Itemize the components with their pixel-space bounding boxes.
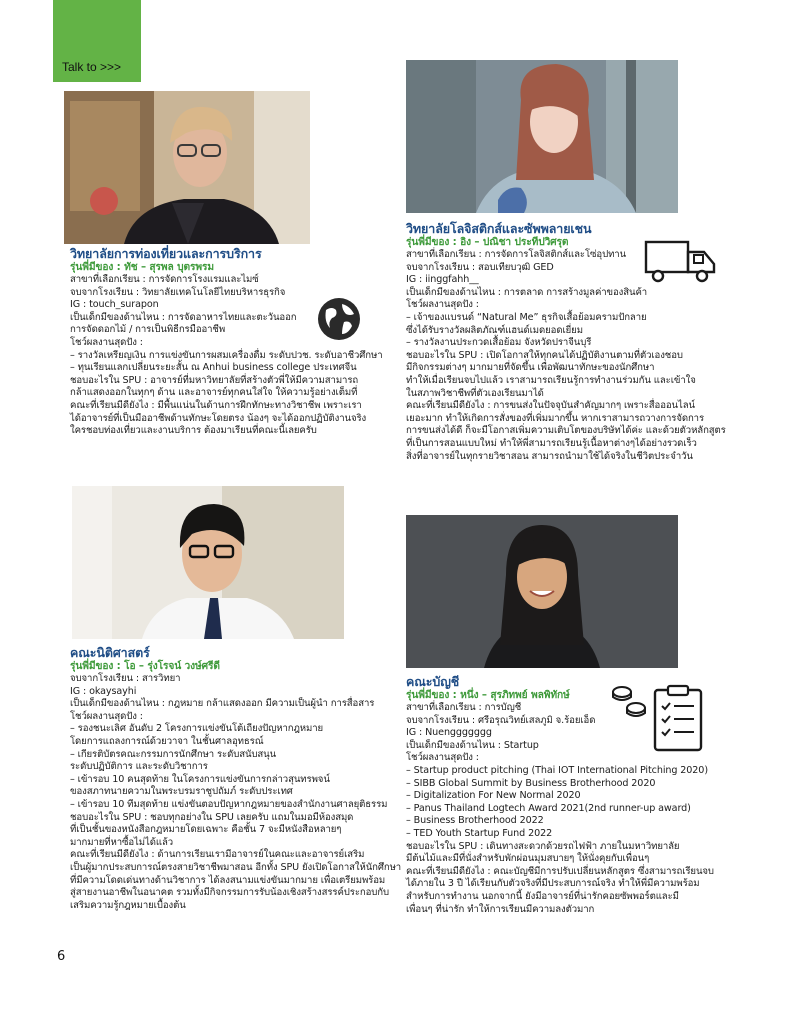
text-line: – TED Youth Startup Fund 2022 [406,827,553,839]
text-line: ที่มีความโดดเด่นทางด้านวิชาการ ได้ลงสนามแข่งขันมากมาย เพื่อเตรียมพร้อม [70,874,386,886]
text-line: ของสภาทนายความในพระบรมราชูปถัมภ์ ระดับประเทศ [70,786,293,798]
text-line: ชอบอะไรใน SPU : เปิดโอกาสให้ทุกคนได้ปฏิบัติงานตามที่ตัวเองชอบ [406,349,683,361]
text-line: – เจ้าของแบรนด์ “Natural Me” ธุรกิจเสื้อย้อมครามปักลาย [406,311,647,323]
photo-accounting-student [406,515,678,668]
text-line: – รางวัลงานประกวดเสื้อย้อม จังหวัดปราจีนบุรี [406,337,592,349]
section-subtitle: รุ่นพี่มีของ : โอ – รุ่งโรจน์ วงษ์ศรีดี [70,661,220,672]
text-line: คณะที่เรียนมีดียังไง : การขนส่งในปัจจุบันสำคัญมากๆ เพราะสื่อออนไลน์ [406,400,695,412]
text-line: ได้อาจารย์ที่เป็นมืออาชีพด้านทักษะโดยตรง น้องๆ จะได้ออกปฏิบัติงานจริง [70,412,367,424]
text-line: โชว์ผลงานสุดปัง : [70,336,143,348]
text-line: – รางวัลเหรียญเงิน การแข่งขันการผสมเครื่องดื่ม ระดับปวช. ระดับอาชีวศึกษา [70,349,383,361]
photo-tourism-student [64,91,310,244]
text-line: โชว์ผลงานสุดปัง : [406,752,479,764]
text-line: ชอบอะไรใน SPU : อาจารย์ที่มหาวิทยาลัยที่สร้างตัวพี่ให้มีความสามารถ [70,374,359,386]
section-title: คณะนิติศาสตร์ [70,645,150,660]
text-line: – ทุนเรียนแลกเปลี่ยนระยะสั้น ณ Anhui business college ประเทศจีน [70,362,357,374]
text-line: เป็นเด็กมีของด้านไหน : กฎหมาย กล้าแสดงออก มีความเป็นผู้นำ การสื่อสาร [70,698,375,710]
text-line: – Panus Thailand Logtech Award 2021(2nd runner-up award) [406,802,691,814]
text-line: ใครชอบท่องเที่ยวและงานบริการ ต้องมาเรียนที่คณะนี้เลยครับ [70,425,317,437]
text-line: สาขาที่เลือกเรียน : การจัดการโรงแรมและไมซ์ [70,274,259,285]
text-line: จบจากโรงเรียน : ศรีอรุณวิทย์เสลภูมิ จ.ร้อยเอ็ด [406,714,596,726]
text-line: สิ่งที่อาจารย์ในทุกรายวิชาสอน สามารถนำมาใช้ได้จริงในชีวิตประจำวัน [406,450,693,462]
text-line: เยอะมาก ทำให้เกิดการสั่งของที่เพิ่มมากขึ้น หากเราสามารถวางการจัดการ [406,412,705,424]
text-line: ทำให้เมื่อเรียนจบไปแล้ว เราสามารถเรียนรู้การทำงานร่วมกัน และเข้าใจ [406,374,696,386]
text-line: ที่เป็นชั้นของหนังสือกฎหมายโดยเฉพาะ คือชั้น 7 จะมีหนังสือหลายๆ [70,824,342,836]
page-number: 6 [57,949,66,964]
text-line: IG : iinggfahh__ [406,274,479,286]
section-subtitle: รุ่นพี่มีของ : ทัช – สุรพล บุตรพรม [70,262,214,273]
text-line: คณะที่เรียนมีดียังไง : ด้านการเรียนเรามีอาจารย์ในคณะและอาจารย์เสริม [70,849,365,861]
text-line: ชอบอะไรใน SPU : เดินทางสะดวกด้วยรถไฟฟ้า ภายในมหาวิทยาลัย [406,840,680,852]
text-line: สาขาที่เลือกเรียน : การจัดการโลจิสติกส์และโซ่อุปทาน [406,249,627,260]
text-line: IG : touch_surapon [70,299,159,311]
text-line: โชว์ผลงานสุดปัง : [406,299,479,311]
text-line: – รองชนะเลิศ อันดับ 2 โครงการแข่งขันโต้เถียงปัญหากฎหมาย [70,723,324,735]
text-line: – Business Brotherhood 2022 [406,815,544,827]
text-line: ซึ่งได้รับรางวัลผลิตภัณฑ์แฮนด์เมดยอดเยี่ยม [406,324,583,336]
text-line: – SIBB Global Summit by Business Brotherhood 2020 [406,777,656,789]
text-line: ระดับปฏิบัติการ และระดับวิชาการ [70,761,208,773]
section-subtitle: รุ่นพี่มีของ : อิง – ปณิชา ประทีปวิศรุต [406,237,569,248]
photo-logistics-student [406,60,678,213]
section-title: วิทยาลัยโลจิสติกส์และซัพพลายเชน [406,221,592,236]
text-line: เป็นผู้มากประสบการณ์ตรงสายวิชาชีพมาสอน อีกทั้ง SPU ยังเปิดโอกาสให้นักศึกษา [70,861,402,873]
text-line: จบจากโรงเรียน : สารวิทยา [70,673,181,684]
text-line: ชอบอะไรใน SPU : ชอบทุกอย่างใน SPU เลยครับ แถมในมอมีห้องสมุด [70,811,354,823]
text-line: การขนส่งได้ดี ก็จะมีโอกาสเพิ่มความเติบโตของบริษัทได้ค่ะ และด้วยตัวหลักสูตร [406,425,726,437]
text-line: มากมายที่หาซื้อไม่ได้แล้ว [70,836,174,848]
text-line: เป็นเด็กมีของด้านไหน : Startup [406,739,539,751]
text-line: คณะที่เรียนมีดียังไง : คณะบัญชีมีการปรับเปลี่ยนหลักสูตร ซึ่งสามารถเรียนจบ [406,865,714,877]
text-line: โดยการแถลงการณ์ด้วยวาจา ในชั้นศาลอุทธรณ์ [70,735,264,747]
text-line: มีต้นไม้และมีที่นั่งสำหรับพักผ่อนมุมสบายๆ ให้นั่งคุยกับเพื่อนๆ [406,853,650,865]
truck-icon [644,238,718,286]
text-line: – เข้ารอบ 10 คนสุดท้าย ในโครงการแข่งขันการกล่าวสุนทรพจน์ [70,773,330,785]
text-line: เป็นเด็กมีของด้านไหน : การจัดอาหารไทยและตะวันออก [70,311,297,323]
text-line: โชว์ผลงานสุดปัง : [70,710,143,722]
text-line: จบจากโรงเรียน : สอบเทียบวุฒิ GED [406,261,554,273]
text-line: IG : Nuenggggggg [406,727,492,739]
text-line: สาขาที่เลือกเรียน : การบัญชี [406,702,522,713]
coins-icon [608,684,652,724]
section-law [70,645,402,912]
text-line: เพื่อนๆ ที่น่ารัก ทำให้การเรียนมีความลงตัวมาก [406,903,595,915]
text-line: คณะที่เรียนมีดียังไง : มีพื้นแน่นในด้านการฝึกทักษะทางวิชาชีพ เพราะเรา [70,399,362,411]
text-line: เสริมความรู้กฎหมายเบื้องต้น [70,899,186,911]
text-line: IG : okaysayhi [70,685,137,697]
talk-to-tag [53,0,141,82]
text-line: การจัดดอกไม้ / การเป็นพิธีกรมืออาชีพ [70,324,226,336]
checklist-clipboard-icon [652,684,704,752]
section-title: วิทยาลัยการท่องเที่ยวและการบริการ [70,246,262,261]
text-line: ในสภาพวิชาชีพที่ตัวเองเรียนมาได้ [406,387,544,399]
text-line: ที่เป็นการสอนแบบใหม่ ทำให้พี่สามารถเรียนรู้เนื้อหาต่างๆได้อย่างรวดเร็ว [406,437,697,449]
text-line: ได้ภายใน 3 ปี ได้เรียนกับตัวจริงที่มีประสบการณ์จริง ทำให้พี่มีความพร้อม [406,878,700,890]
text-line: จบจากโรงเรียน : วิทยาลัยเทคโนโลยีไทยบริหารธุรกิจ [70,286,286,298]
text-line: กล้าแสดงออกในทุกๆ ด้าน และอาจารย์ทุกคนใส่ใจ ให้ความรู้อย่างเต็มที่ [70,387,358,399]
photo-law-student [72,486,344,639]
text-line: – เข้ารอบ 10 ทีมสุดท้าย แข่งขันตอบปัญหากฎหมายของสำนักงานศาลยุติธรรม [70,798,388,810]
section-subtitle: รุ่นพี่มีของ : หนึ่ง – สุรภิทพย์ พลพิทักษ์ [406,690,570,701]
text-line: มีกิจกรรมต่างๆ มากมายที่จัดขึ้น เพื่อพัฒนาทักษะของนักศึกษา [406,362,655,374]
section-title: คณะบัญชี [406,674,460,689]
text-line: – เกียรติบัตรคณะกรรมการนักศึกษา ระดับสนับสนุน [70,748,277,760]
text-line: เป็นเด็กมีของด้านไหน : การตลาด การสร้างมูลค่าของสินค้า [406,286,648,298]
globe-icon [316,296,362,342]
text-line: สู่สายงานอาชีพในอนาคต รวมทั้งมีกิจกรรมการรับน้องเชิงสร้างสรรค์ประกอบกับ [70,887,389,899]
text-line: สำหรับการทำงาน นอกจากนี้ ยังมีอาจารย์ที่น่ารักคอยซัพพอร์ตและมี [406,890,679,902]
text-line: – Startup product pitching (Thai IOT International Pitching 2020) [406,764,708,776]
talk-to-label: Talk to >>> [62,60,122,74]
text-line: – Digitalization For New Normal 2020 [406,790,581,802]
